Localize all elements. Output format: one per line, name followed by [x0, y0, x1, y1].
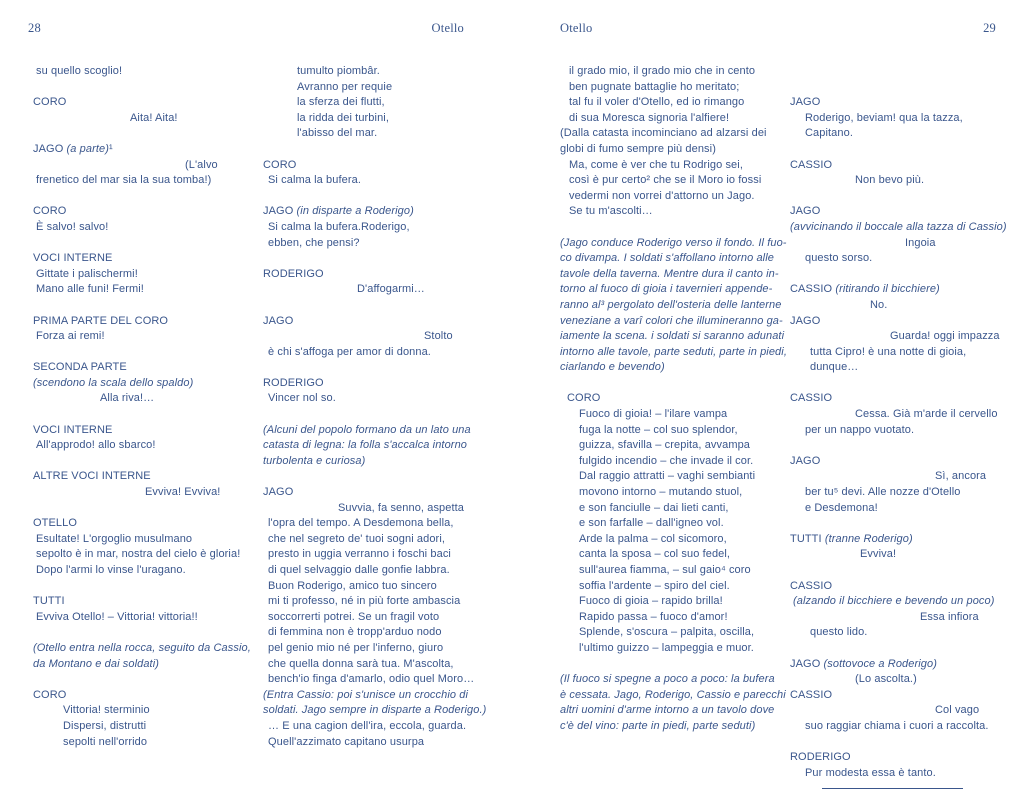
text-line: Si calma la bufera. — [268, 174, 361, 187]
text-line — [560, 220, 779, 236]
text-columns — [0, 64, 512, 750]
text-line: Ma, come è ver che tu Rodrigo sei, — [569, 158, 743, 171]
text-line: Stolto — [424, 330, 453, 343]
text-line: tutta Cipro! è una notte di gioia, — [810, 345, 967, 358]
text-line — [33, 672, 252, 688]
text-line: su quello scoglio! — [36, 65, 123, 77]
text-line: Arde la palma – col sicomoro, — [579, 532, 727, 545]
text-line: frenetico del mar sia la sua tomba!) — [36, 174, 212, 187]
text-line: soffia l'ardente – spiro del ciel. — [579, 579, 730, 592]
text-line: Dal raggio attratti – vaghi sembianti — [579, 470, 756, 483]
text-line — [790, 142, 1009, 158]
text-line: Quell'azzimato capitano usurpa — [268, 735, 425, 748]
text-line — [263, 469, 482, 485]
text-line: Cessa. Già m'arde il cervello — [855, 408, 998, 421]
text-line — [33, 126, 252, 142]
text-line: (Lo ascolta.) — [855, 673, 917, 686]
running-head: Otello — [431, 21, 464, 35]
page-28 — [0, 0, 512, 768]
text-line: Si calma la bufera.Roderigo, — [268, 220, 410, 233]
text-line: ben pugnate battaglie ho meritato; — [569, 80, 740, 93]
text-line — [33, 236, 252, 252]
text-line: Aita! Aita! — [130, 111, 178, 124]
text-line: la sferza dei flutti, — [297, 96, 385, 109]
text-line: canta la sposa – col suo fedel, — [579, 548, 731, 561]
text-line: l'opra del tempo. A Desdemona bella, — [268, 517, 454, 530]
text-line: RODERIGO — [790, 751, 851, 764]
text-line: e Desdemona! — [805, 501, 878, 514]
text-line: JAGO — [263, 314, 294, 327]
text-line: JAGO — [790, 96, 821, 109]
text-line: altri uomini d'arme intorno a un tavolo dove — [560, 704, 775, 717]
text-line: Capitano. — [805, 127, 853, 140]
text-line: Rapido passa – fuoco d'amor! — [579, 610, 728, 623]
text-line — [33, 501, 252, 517]
text-line: e son fanciulle – dai lieti canti, — [579, 501, 729, 514]
running-head: Otello — [560, 21, 593, 35]
text-line: mi ti professo, né in più forte ambascia — [268, 595, 461, 608]
text-line: Mano alle funi! Fermi! — [36, 283, 144, 296]
text-line: RODERIGO — [263, 267, 324, 280]
text-line: JAGO (a parte)¹ — [33, 142, 113, 155]
text-line: questo sorso. — [805, 252, 873, 265]
text-line: (Entra Cassio: poi s'unisce un crocchio di — [263, 688, 469, 701]
text-line: Se tu m'ascolti… — [569, 205, 653, 218]
text-line: è chi s'affoga per amor di donna. — [268, 345, 431, 358]
text-line: Esultate! L'orgoglio musulmano — [36, 532, 193, 545]
text-line: è cessata. Jago, Roderigo, Cassio e parecchi — [560, 688, 786, 701]
text-line: Vittoria! sterminio — [63, 704, 150, 717]
text-line: Fuoco di gioia – rapido brilla! — [579, 595, 723, 608]
text-line: Ingoia — [905, 236, 936, 249]
text-line: Evviva! Evviva! — [145, 486, 221, 499]
text-line: PRIMA PARTE DEL CORO — [33, 314, 169, 327]
text-line: … E una cagion dell'ira, eccola, guarda. — [268, 719, 467, 732]
page-header — [0, 0, 512, 36]
text-line: tal fu il voler d'Otello, ed io rimango — [569, 96, 745, 109]
text-line: All'approdo! allo sbarco! — [36, 439, 156, 452]
text-line — [263, 251, 482, 267]
text-line: CASSIO — [790, 579, 833, 592]
text-line: sull'aurea fiamma, – sul gaio⁴ coro — [579, 564, 751, 576]
text-line: bench'io finga d'amarlo, odio quel Moro… — [268, 673, 475, 686]
text-line: Evviva! — [860, 548, 897, 561]
text-line: CASSIO (ritirando il bicchiere) — [790, 283, 940, 296]
text-line: fulgido incendio – che invade il cor. — [579, 454, 754, 467]
text-line: RODERIGO — [263, 376, 324, 389]
text-line — [560, 657, 779, 673]
text-line: di femmina non è tropp'arduo nodo — [268, 626, 442, 639]
text-line: Evviva Otello! – Vittoria! vittoria!! — [36, 610, 198, 623]
text-column-2 — [263, 64, 487, 750]
text-line — [263, 189, 482, 205]
text-line: pel genio mio né per l'inferno, giuro — [268, 641, 444, 654]
text-line: movono intorno – mutando stuol, — [579, 486, 743, 499]
text-line: sepolti nell'orrido — [63, 735, 148, 748]
text-line — [33, 407, 252, 423]
text-line: JAGO — [263, 486, 294, 499]
text-line: CASSIO — [790, 688, 833, 701]
text-line: No. — [870, 298, 888, 311]
text-line — [33, 189, 252, 205]
text-line: Dispersi, distrutti — [63, 719, 147, 732]
text-line: JAGO (sottovoce a Roderigo) — [790, 657, 937, 670]
text-line: Vincer nol so. — [268, 392, 336, 405]
text-line: Col vago — [935, 704, 980, 717]
text-column-1 — [33, 64, 252, 750]
text-line: Avranno per requie — [297, 80, 393, 93]
text-line: JAGO — [790, 314, 821, 327]
text-line — [790, 735, 1009, 751]
text-line: co divampa. I soldati s'affollano intorno alle — [560, 252, 774, 265]
text-line — [263, 298, 482, 314]
page-29 — [512, 0, 1024, 779]
text-line: JAGO — [790, 454, 821, 467]
text-line: Non bevo più. — [855, 174, 925, 187]
text-line — [560, 376, 779, 392]
text-line: (avvicinando il boccale alla tazza di Cassio) — [790, 220, 1007, 233]
text-line: ALTRE VOCI INTERNE — [33, 470, 151, 483]
text-line — [790, 376, 1009, 392]
text-line: l'ultimo guizzo – lampeggia e muor. — [579, 641, 754, 654]
text-line: tumulto piombâr. — [297, 65, 380, 77]
text-line — [33, 454, 252, 470]
text-line: suo raggiar chiama i cuori a raccolta. — [805, 719, 989, 732]
text-line: il grado mio, il grado mio che in cento — [569, 65, 756, 77]
text-line: Alla riva!… — [100, 392, 155, 405]
text-line: Forza ai remi! — [36, 330, 105, 343]
text-line: ciarlando e bevendo) — [560, 361, 665, 374]
text-line — [33, 579, 252, 595]
text-line: guizza, sfavilla – crepita, avvampa — [579, 439, 751, 452]
text-line: intorno alle tavole, parte seduti, parte in piedi, — [560, 345, 787, 358]
text-line — [790, 516, 1009, 532]
text-line: dunque… — [810, 361, 859, 374]
text-line: tavole della taverna. Mentre dura il canto in- — [560, 267, 779, 280]
text-line: D'affogarmi… — [357, 283, 425, 296]
text-line: Fuoco di gioia! – l'ilare vampa — [579, 408, 728, 421]
text-line: catasta di legna: la folla s'accalca intorno — [263, 439, 468, 452]
text-line: Gittate i palischermi! — [36, 267, 138, 280]
text-line: di quel selvaggio dalle gonfie labbra. — [268, 564, 450, 576]
text-line: (L'alvo — [185, 158, 218, 171]
text-line: TUTTI — [33, 595, 65, 608]
text-line: fuga la notte – col suo splendor, — [579, 423, 738, 436]
text-line: per un nappo vuotato. — [805, 423, 915, 436]
text-line: iamente la scena. i soldati si saranno adunati — [560, 330, 785, 343]
text-line: (scendono la scala dello spaldo) — [33, 376, 194, 389]
text-line: Dopo l'armi lo vinse l'uragano. — [36, 564, 186, 576]
text-line: Suvvia, fa senno, aspetta — [338, 501, 465, 514]
text-line: TUTTI (tranne Roderigo) — [790, 532, 913, 545]
text-line: Guarda! oggi impazza — [890, 330, 1000, 343]
text-line: Essa infiora — [920, 610, 979, 623]
text-line: ebben, che pensi? — [268, 236, 360, 249]
text-line: che nel segreto de' tuoi sogni adori, — [268, 532, 446, 545]
text-columns — [512, 64, 1024, 789]
text-line: turbolenta e curiosa) — [263, 454, 366, 467]
text-line: Buon Roderigo, amico tuo sincero — [268, 579, 437, 592]
text-line: questo lido. — [810, 626, 868, 639]
text-line: VOCI INTERNE — [33, 423, 113, 436]
text-line: È salvo! salvo! — [36, 220, 109, 233]
text-line — [33, 80, 252, 96]
text-line — [790, 563, 1009, 579]
text-line: globi di fumo sempre più densi) — [560, 142, 716, 155]
text-line: CASSIO — [790, 392, 833, 405]
text-line: (Dalla catasta incominciano ad alzarsi dei — [560, 127, 767, 140]
text-line: (alzando il bicchiere e bevendo un poco) — [793, 595, 995, 608]
folio-number: 28 — [28, 21, 41, 35]
text-line — [263, 142, 482, 158]
text-line: OTELLO — [33, 517, 78, 530]
text-column-3 — [560, 64, 787, 789]
text-line: vedermi non vorrei d'attorno un Jago. — [569, 189, 755, 202]
text-line: torno al fuoco di gioia i tavernieri appende- — [560, 283, 773, 296]
text-line: la ridda dei turbini, — [297, 111, 389, 124]
text-line: c'è del vino: parte in piedi, parte seduti) — [560, 719, 756, 732]
text-line: (Il fuoco si spegne a poco a poco: la bufera — [560, 673, 775, 686]
text-line: veneziane a varî colori che illumineranno ga- — [560, 314, 783, 327]
text-line — [263, 360, 482, 376]
text-line — [790, 641, 1009, 657]
text-line: CORO — [33, 205, 67, 218]
text-line: sepolto è in mar, nostra del cielo è gloria! — [36, 548, 241, 561]
text-line: e son farfalle – dall'igneo vol. — [579, 517, 724, 530]
text-line: che quella donna sarà tua. M'ascolta, — [268, 657, 454, 670]
text-line: VOCI INTERNE — [33, 252, 113, 265]
text-line: soldati. Jago sempre in disparte a Roderigo.) — [263, 704, 487, 717]
text-line — [33, 298, 252, 314]
text-line: Roderigo, beviam! qua la tazza, — [805, 111, 963, 124]
text-line: (Otello entra nella rocca, seguito da Cassio, — [33, 641, 251, 654]
text-line: JAGO (in disparte a Roderigo) — [263, 205, 414, 218]
text-line: l'abisso del mar. — [297, 127, 378, 140]
text-line — [790, 438, 1009, 454]
page-header — [512, 0, 1024, 36]
text-line: CORO — [567, 392, 601, 405]
text-line — [33, 625, 252, 641]
text-line: di sua Moresca signoria l'alfiere! — [569, 111, 730, 124]
text-line — [790, 189, 1009, 205]
text-column-4 — [790, 64, 1009, 789]
text-line: ranno al³ pergolato dell'osteria delle lanterne — [560, 298, 782, 311]
text-line: Pur modesta essa è tanto. — [805, 766, 936, 779]
text-line: Sì, ancora — [935, 470, 987, 483]
text-line: CASSIO — [790, 158, 833, 171]
text-line: CORO — [33, 96, 67, 109]
text-line — [33, 345, 252, 361]
text-line: (Jago conduce Roderigo verso il fondo. Il fuo- — [560, 236, 787, 249]
text-line — [790, 267, 1009, 283]
text-line: ber tu⁵ devi. Alle nozze d'Otello — [805, 486, 961, 499]
text-line: presto in uggia verranno i foschi baci — [268, 548, 451, 561]
text-line: JAGO — [790, 205, 821, 218]
text-line: soccorrerti potrei. Se un fragil voto — [268, 610, 440, 623]
folio-number: 29 — [983, 21, 996, 35]
text-line: Splende, s'oscura – palpita, oscilla, — [579, 626, 755, 639]
text-line: (Alcuni del popolo formano da un lato una — [263, 423, 471, 436]
text-line: da Montano e dai soldati) — [33, 657, 160, 670]
text-line — [263, 407, 482, 423]
text-line: CORO — [263, 158, 297, 171]
text-line: CORO — [33, 688, 67, 701]
text-line: così è pur certo² che se il Moro io fossi — [569, 174, 762, 187]
text-line: SECONDA PARTE — [33, 361, 127, 374]
